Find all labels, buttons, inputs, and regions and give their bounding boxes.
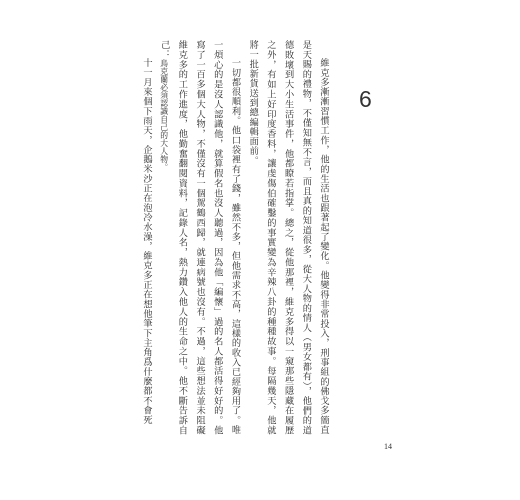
body-text — [137, 40, 332, 435]
paragraph — [155, 40, 244, 435]
paragraph — [243, 40, 332, 435]
paragraph-text: 維克多漸漸習慣工作，他的生活也跟著起了變化。他變得非常投入，刑事組的佛戈多簡直是天賜的禮物，不僅知無不言，而且真的知道很多，從大人物的情人（男女都有），他們的道德敗壞到大小生活事件，他都瞭若指掌。總之，從他那裡，維克多得以一窺那些隱藏在履歷之外，有如上好印度香料，讓虔傷伯確鑿的事實變為辛辣八卦的種種故事。每隔幾天，他就將一批新貨送到總編輯面前。 — [247, 40, 329, 435]
page-number: 14 — [384, 442, 392, 451]
paragraph-small-text: 鳥克蘭必須認識自己的大人物。 — [159, 59, 169, 172]
paragraph-text: 十一月來個下雨天，企鵝米沙正在泡冷水澡，維克多正在想他筆下主角爲什麼都不會死 — [140, 58, 152, 426]
paragraph — [137, 40, 155, 435]
chapter-number: 6 — [359, 86, 372, 112]
paragraph-text: 一切都很順利。他口袋裡有了錢，雖然不多，但他需求不高，這樣的收入已經夠用了。唯一煩心的是沒人認識他，就算假名也沒人聽過，因為他「編懷」過的名人都活得好好的。他寫了一百多個大人物，不僅沒有一個駕鶴西歸，就連病號也沒有。不過，這些想法並未阻礙維克多的工作進度，他勤奮翻閱資料，記錄人名，熱力鑽入他人的生命之中。他不斷告訴自己： — [158, 40, 241, 435]
